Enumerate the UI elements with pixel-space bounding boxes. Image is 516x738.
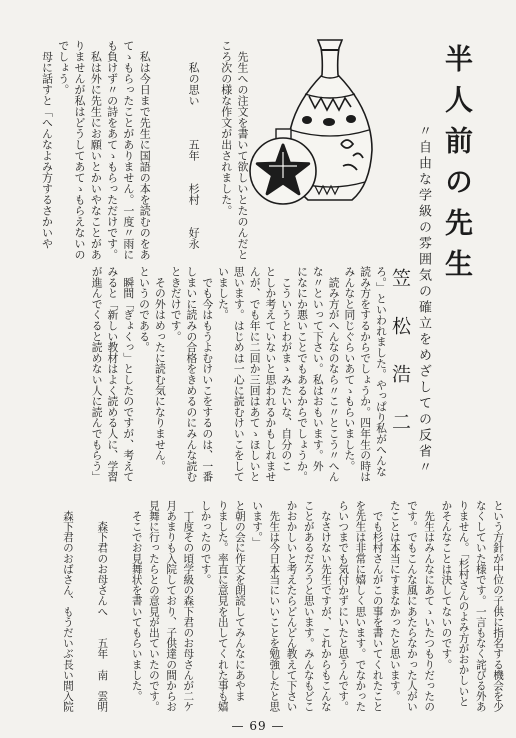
text-column: ときだけです。 [169, 266, 183, 342]
text-column: 瞬間「ぎょくっ」としたのですが、考えて [122, 266, 136, 482]
text-column: 思います。はじめは一心に読むけいこをして [232, 266, 246, 482]
column-gap [76, 500, 93, 716]
text-column: です。でもこんな風にあたらなかった人がい [405, 500, 418, 712]
text-column: 母に話すと「へんなよみ方するさかいや [40, 40, 54, 249]
text-column: しまいに読みの合格をきめるのにみんな読む [185, 266, 199, 482]
text-column: みると「新しい教材はよく読める人に、学習 [106, 266, 120, 482]
text-column: います。」 [251, 500, 264, 548]
text-column: いました。 [217, 266, 231, 320]
text-column: しかったのです。 [199, 500, 212, 585]
text-column: でも今はもうよむけいこをするのは、一番 [201, 266, 215, 482]
text-column: 私は今日まで先生に国語の本を読むのをあ [138, 40, 152, 260]
column-gap [152, 40, 168, 268]
text-column: かそんなことは決してないのです。 [440, 500, 453, 670]
column-gap [110, 500, 127, 716]
main-text-block [88, 266, 389, 496]
text-column: な〃といって下さい。私はおもいます。外 [311, 266, 325, 472]
text-column: 森下君のおばさん、もうだいぶ長い間入院 [61, 500, 74, 712]
text-column: りました。率直に意見を出してくれた事も嬉 [216, 500, 229, 712]
text-column: 私は外に先生にお願いとかいやなことがあ [89, 40, 103, 260]
text-column: 先生は今日本当にいいことを勉強したと思 [268, 500, 281, 712]
text-column: りません。「杉村さんのよみ方がおかしいと [457, 500, 470, 707]
text-column: を先生は非常に嬉しく思います。でなかった [354, 500, 367, 712]
text-column: でしょう。 [56, 40, 70, 95]
intro-text-block [38, 40, 250, 268]
text-column: になにか悪いことでもあるからでしょうか。 [296, 266, 310, 482]
article-subtitle: 〃自由な学級の雰囲気の確立をめざしての反省〃 [416, 124, 431, 476]
text-column: としか考えていないと思われるかもしれませ [264, 266, 278, 482]
text-column: りませんが私はどうしてあてゝもらえないの [73, 40, 87, 260]
text-column: ことがあるだろうと思います。みんなもどこ [302, 500, 315, 712]
text-column: というのである。 [138, 266, 152, 353]
column-gap [201, 40, 217, 268]
essay-heading: 私の思い 五年 杉村 好永 [187, 40, 201, 249]
vase-illustration [245, 32, 385, 210]
text-column: も負けず〃の詩をあてゝもらっただけです。 [105, 40, 119, 260]
text-column: その外はめったに読む気になりません。 [153, 266, 167, 472]
letter-heading: 森下君のお母さんへ 五年 南 雲明 [96, 500, 109, 712]
text-column: んが、でも年に二回か三回はあてゝほしいと [248, 266, 262, 482]
text-column: らいつまでも気付かずにいたと思うんです。 [337, 500, 350, 712]
closing-text-block [58, 500, 506, 716]
text-column: 見舞に行ったらとの意見が出ていたのです。 [147, 500, 160, 712]
text-column: なくしていた様です。一言もなく詫びる外あ [474, 500, 487, 712]
text-column: こういうとわがまゝみたいな、自分のこ [280, 266, 294, 472]
text-column: 丁度その頃学級の森下君のお母さんが二ケ [182, 500, 195, 712]
text-column: そこでお見舞状を書いてもらいました。 [130, 500, 143, 702]
text-column: 先生への注文を書いて欲しいとたのんだと [236, 40, 249, 260]
text-column: みんなと同じぐらいあてゝもらいました。 [343, 266, 357, 472]
column-gap [169, 40, 185, 268]
author-name: 笠松浩二 [389, 268, 411, 460]
text-column: でも杉村さんがこの事を書いてくれたこと [371, 500, 384, 712]
text-column: 読み方をするからでしょうか。四年生の時は [359, 266, 373, 482]
text-column: ろ。」といわれました。やっぱり私がへんな [375, 266, 388, 477]
text-column: が進んでくると読めない人に読んでもらう」 [90, 266, 104, 482]
text-column: 読み方がへんなのなら〃こ〃とこう〃へん [327, 266, 341, 482]
text-column: と朝の会に作文を朗読してみんなにあやま [233, 500, 246, 702]
article-title: 半人前の先生 [441, 44, 474, 290]
text-column: たことは本当にすまなかったと思います。 [388, 500, 401, 702]
text-column: なさけない先生ですが、これからもこんな [319, 500, 332, 712]
text-column: という方針が中位の子供に指名する機会を少 [492, 500, 504, 712]
text-column: ころ次の様な作文が出されました。 [219, 40, 233, 216]
text-column: 月あまりも入院しており、子供達の間からお [165, 500, 178, 712]
text-column: てゝもらったことがありません。一度〃雨に [121, 40, 135, 260]
text-column: かおかしいと考えたらどんどん教えて下さい [285, 500, 298, 712]
text-column: 先生はみんなにあてゝいたつもりだったの [423, 500, 436, 712]
page-number: — 69 — [231, 719, 285, 733]
